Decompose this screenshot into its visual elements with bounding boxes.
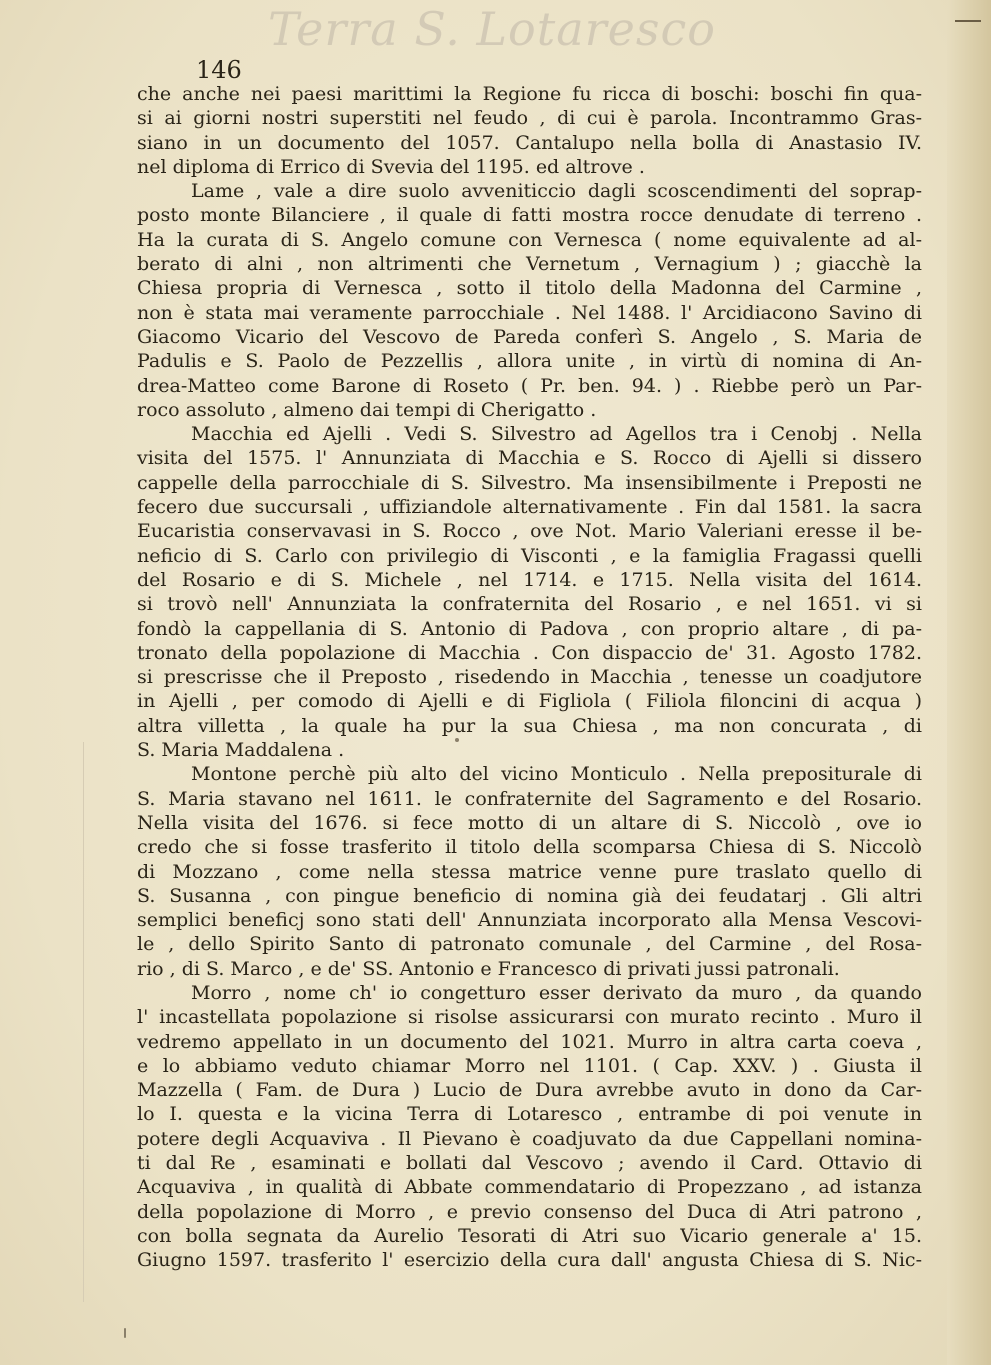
- text-line: fondò la cappellania di S. Antonio di Padova , con proprio altare , di pa-: [137, 617, 922, 640]
- text-line: lo I. questa e la vicina Terra di Lotaresco , entrambe di poi venute in: [137, 1103, 922, 1126]
- edge-mark: [955, 20, 981, 22]
- text-line: drea-Matteo come Barone di Roseto ( Pr. ben. 94. ) . Riebbe però un Par-: [137, 374, 922, 397]
- text-line: altra villetta , la quale ha pur la sua Chiesa , ma non concurata , di: [137, 714, 922, 737]
- pencil-annotation: Terra S. Lotaresco: [268, 2, 716, 56]
- text-line: Eucaristia conservavasi in S. Rocco , ove Not. Mario Valeriani eresse il be-: [137, 520, 922, 543]
- text-line: si ai giorni nostri superstiti nel feudo , di cui è parola. Incontrammo Gras-: [137, 107, 922, 130]
- text-line: Nella visita del 1676. si fece motto di un altare di S. Niccolò , ove io: [137, 811, 922, 834]
- text-line: tronato della popolazione di Macchia . Con dispaccio de' 31. Agosto 1782.: [137, 641, 922, 664]
- text-line: vedremo appellato in un documento del 1021. Murro in altra carta coeva ,: [137, 1030, 922, 1053]
- body-text: [137, 82, 922, 1273]
- text-line: e lo abbiamo veduto chiamar Morro nel 1101. ( Cap. XXV. ) . Giusta il: [137, 1054, 922, 1077]
- text-line: le , dello Spirito Santo di patronato comunale , del Carmine , del Rosa-: [137, 933, 922, 956]
- page-number: 146: [196, 56, 242, 84]
- text-line: Macchia ed Ajelli . Vedi S. Silvestro ad Agellos tra i Cenobj . Nella: [191, 423, 922, 446]
- text-line: credo che si fosse trasferito il titolo della scomparsa Chiesa di S. Niccolò: [137, 836, 922, 859]
- page-edge: [947, 0, 991, 1365]
- text-line: di Mozzano , come nella stessa matrice venne pure traslato quello di: [137, 860, 922, 883]
- text-line: Mazzella ( Fam. de Dura ) Lucio de Dura avrebbe avuto in dono da Car-: [137, 1079, 922, 1102]
- text-line: in Ajelli , per comodo di Ajelli e di Figliola ( Filiola filoncini di acqua ): [137, 690, 922, 713]
- text-line: Giacomo Vicario del Vescovo de Pareda conferì S. Angelo , S. Maria de: [137, 325, 922, 348]
- text-line: visita del 1575. l' Annunziata di Macchia e S. Rocco di Ajelli si dissero: [137, 447, 922, 470]
- text-line: rio , di S. Marco , e de' SS. Antonio e Francesco di privati jussi patronali.: [137, 957, 840, 980]
- text-line: S. Maria stavano nel 1611. le confraternite del Sagramento e del Rosario.: [137, 787, 922, 810]
- ink-speck: [124, 1328, 126, 1338]
- text-line: semplici beneficj sono stati dell' Annunziata incorporato alla Mensa Vescovi-: [137, 909, 922, 932]
- text-line: si trovò nell' Annunziata la confraternita del Rosario , e nel 1651. vi si: [137, 593, 922, 616]
- text-line: del Rosario e di S. Michele , nel 1714. e 1715. Nella visita del 1614.: [137, 568, 922, 591]
- text-line: Lame , vale a dire suolo avveniticcio dagli scoscendimenti del soprap-: [191, 180, 922, 203]
- text-line: fecero due succursali , uffiziandole alternativamente . Fin dal 1581. la sacra: [137, 496, 922, 519]
- text-line: con bolla segnata da Aurelio Tesorati di Atri suo Vicario generale a' 15.: [137, 1224, 922, 1247]
- text-line: siano in un documento del 1057. Cantalupo nella bolla di Anastasio IV.: [137, 131, 922, 154]
- text-line: cappelle della parrocchiale di S. Silvestro. Ma insensibilmente i Preposti ne: [137, 471, 922, 494]
- text-line: non è stata mai veramente parrocchiale . Nel 1488. l' Arcidiacono Savino di: [137, 301, 922, 324]
- text-line: neficio di S. Carlo con privilegio di Visconti , e la famiglia Fragassi quelli: [137, 544, 922, 567]
- text-line: berato di alni , non altrimenti che Vernetum , Vernagium ) ; giacchè la: [137, 253, 922, 276]
- text-line: roco assoluto , almeno dai tempi di Cherigatto .: [137, 398, 597, 421]
- text-line: Acquaviva , in qualità di Abbate commendatario di Propezzano , ad istanza: [137, 1176, 922, 1199]
- text-line: posto monte Bilanciere , il quale di fatti mostra rocce denudate di terreno .: [137, 204, 922, 227]
- text-line: Ha la curata di S. Angelo comune con Vernesca ( nome equivalente ad al-: [137, 228, 922, 251]
- text-line: Padulis e S. Paolo de Pezzellis , allora unite , in virtù di nomina di An-: [137, 350, 922, 373]
- text-line: Giugno 1597. trasferito l' esercizio della cura dall' angusta Chiesa di S. Nic-: [137, 1249, 922, 1272]
- text-line: Montone perchè più alto del vicino Monticulo . Nella prepositurale di: [191, 763, 922, 786]
- text-line: si prescrisse che il Preposto , risedendo in Macchia , tenesse un coadjutore: [137, 666, 922, 689]
- text-line: potere degli Acquaviva . Il Pievano è coadjuvato da due Cappellani nomina-: [137, 1127, 922, 1150]
- text-line: S. Susanna , con pingue beneficio di nomina già dei feudatarj . Gli altri: [137, 884, 922, 907]
- text-line: S. Maria Maddalena .: [137, 739, 345, 762]
- text-line: ti dal Re , esaminati e bollati dal Vescovo ; avendo il Card. Ottavio di: [137, 1152, 922, 1175]
- text-line: nel diploma di Errico di Svevia del 1195. ed altrove .: [137, 155, 645, 178]
- text-line: l' incastellata popolazione si risolse assicurarsi con murato recinto . Muro il: [137, 1006, 922, 1029]
- text-line: che anche nei paesi marittimi la Regione fu ricca di boschi: boschi fin qua-: [137, 83, 922, 105]
- text-line: Chiesa propria di Vernesca , sotto il titolo della Madonna del Carmine ,: [137, 277, 922, 300]
- text-line: della popolazione di Morro , e previo consenso del Duca di Atri patrono ,: [137, 1200, 922, 1223]
- text-line: Morro , nome ch' io congetturo esser derivato da muro , da quando: [191, 981, 922, 1004]
- margin-pencil-line: [83, 742, 84, 1302]
